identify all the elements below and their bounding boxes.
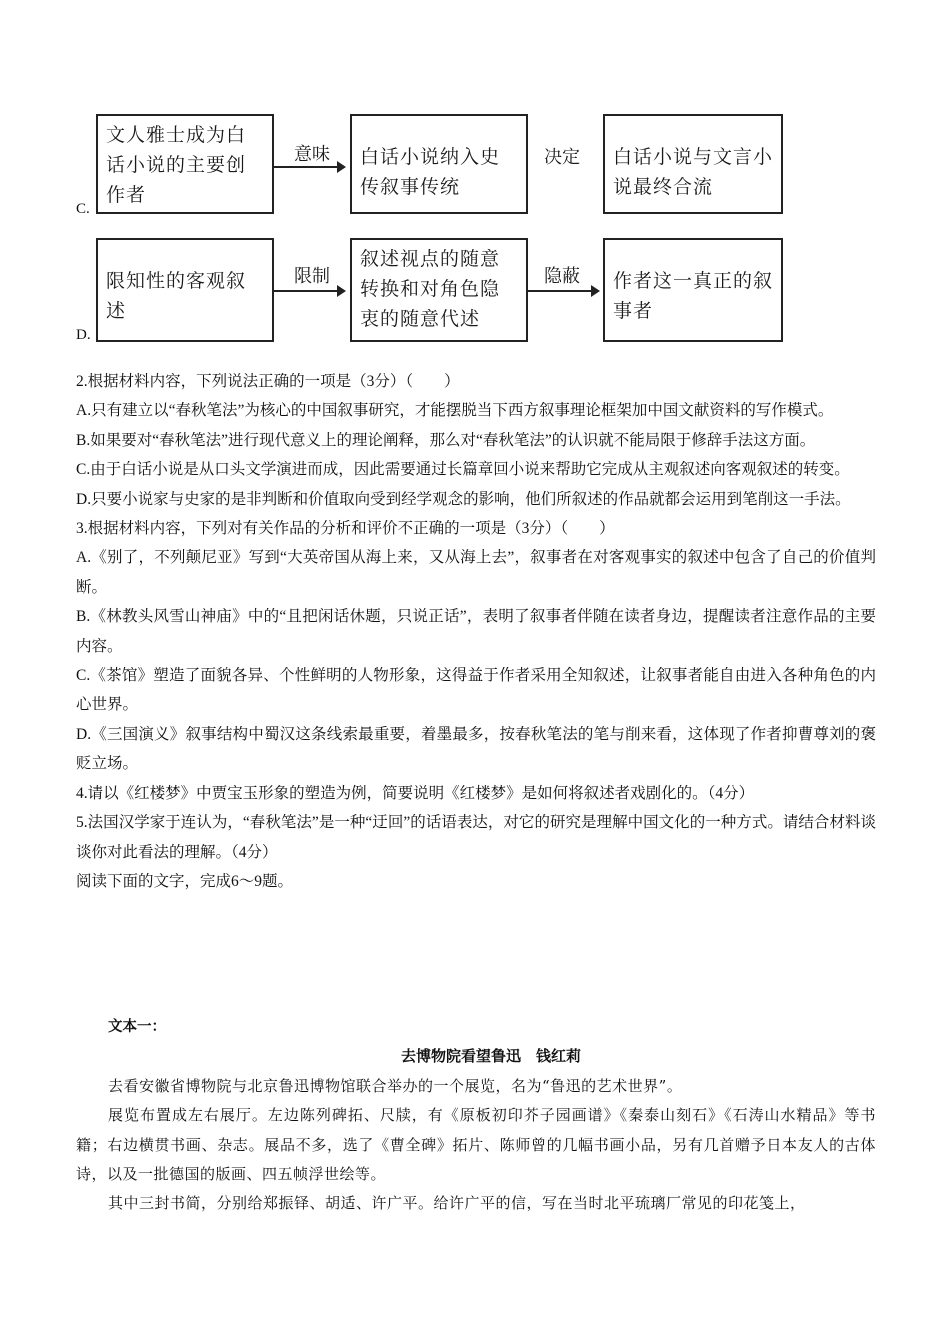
question-5: 5.法国汉学家于连认为，“春秋笔法”是一种“迂回”的话语表达，对它的研究是理解中国文化的一种方式。请结合材料谈谈你对此看法的理解。（4分） xyxy=(76,814,876,861)
flowchart-option-d xyxy=(76,234,796,346)
question-3-option-a: A.《别了，不列颠尼亚》写到“大英帝国从海上来，又从海上去”，叙事者在对客观事实的叙述中包含了自己的价值判断。 xyxy=(76,549,876,596)
flow-box-3: 作者这一真正的叙事者 xyxy=(603,238,783,342)
flow-box-3: 白话小说与文言小说最终合流 xyxy=(603,114,783,214)
flow-label-1: 意味 xyxy=(294,144,330,165)
article-paragraph: 展览布置成左右展厅。左边陈列碑拓、尺牍，有《原板初印芥子园画谱》《秦泰山刻石》《石涛山水精品》等书籍；右边横贯书画、杂志。展品不多，选了《曹全碑》拓片、陈师曾的几幅书画小品，另有几首赠予日本友人的古体诗，以及一批德国的版画、四五帧浮世绘等。 xyxy=(76,1106,876,1184)
option-letter: D. xyxy=(76,327,91,343)
reading-text xyxy=(76,1013,876,1219)
flow-arrow-2 xyxy=(528,290,598,292)
flow-label-1: 限制 xyxy=(294,266,330,287)
flow-box-1: 文人雅士成为白话小说的主要创作者 xyxy=(96,114,274,214)
option-letter: C. xyxy=(76,201,90,217)
questions-section xyxy=(76,367,876,896)
question-2-option-d: D.只要小说家与史家的是非判断和价值取向受到经学观念的影响，他们所叙述的作品就都会运用到笔削这一手法。 xyxy=(76,490,851,508)
flow-label-2: 隐蔽 xyxy=(544,266,580,287)
flow-arrow-1 xyxy=(274,166,344,168)
question-2-option-c: C.由于白话小说是从口头文学演进而成，因此需要通过长篇章回小说来帮助它完成从主观叙述向客观叙述的转变。 xyxy=(76,461,850,479)
flow-label-2: 决定 xyxy=(544,147,580,168)
question-2-option-a: A.只有建立以“春秋笔法”为核心的中国叙事研究，才能摆脱当下西方叙事理论框架加中国文献资料的写作模式。 xyxy=(76,402,834,420)
reading-instruction: 阅读下面的文字，完成6～9题。 xyxy=(76,872,294,890)
question-4: 4.请以《红楼梦》中贾宝玉形象的塑造为例，简要说明《红楼梦》是如何将叙述者戏剧化的。（4分） xyxy=(76,784,755,802)
question-3-option-d: D.《三国演义》叙事结构中蜀汉这条线索最重要，着墨最多，按春秋笔法的笔与削来看，这体现了作者抑曹尊刘的褒贬立场。 xyxy=(76,725,876,773)
article-title: 去博物院看望鲁迅 钱红莉 xyxy=(400,1047,581,1066)
flow-arrow-1 xyxy=(274,290,344,292)
question-2-option-b: B.如果要对“春秋笔法”进行现代意义上的理论阐释，那么对“春秋笔法”的认识就不能局限于修辞手法这方面。 xyxy=(76,431,816,449)
question-3-stem: 3.根据材料内容，下列对有关作品的分析和评价不正确的一项是（3分）（ ） xyxy=(76,520,615,538)
flowchart-option-c xyxy=(76,108,796,220)
article-paragraph: 其中三封书简，分别给郑振铎、胡适、许广平。给许广平的信，写在当时北平琉璃厂常见的印花笺上， xyxy=(108,1194,806,1213)
flow-box-1: 限知性的客观叙述 xyxy=(96,238,274,342)
flow-box-2: 白话小说纳入史传叙事传统 xyxy=(350,114,528,214)
question-2-stem: 2.根据材料内容，下列说法正确的一项是（3分）（ ） xyxy=(76,373,460,390)
article-paragraph: 去看安徽省博物院与北京鲁迅博物馆联合举办的一个展览，名为“鲁迅的艺术世界”。 xyxy=(108,1076,683,1095)
text-label: 文本一： xyxy=(108,1019,166,1035)
question-3-option-b: B.《林教头风雪山神庙》中的“且把闲话休题，只说正话”，表明了叙事者伴随在读者身边，提醒读者注意作品的主要内容。 xyxy=(76,608,876,655)
flow-box-2: 叙述视点的随意转换和对角色隐衷的随意代述 xyxy=(350,238,528,342)
question-3-option-c: C.《茶馆》塑造了面貌各异、个性鲜明的人物形象，这得益于作者采用全知叙述，让叙事者能自由进入各种角色的内心世界。 xyxy=(76,667,876,714)
